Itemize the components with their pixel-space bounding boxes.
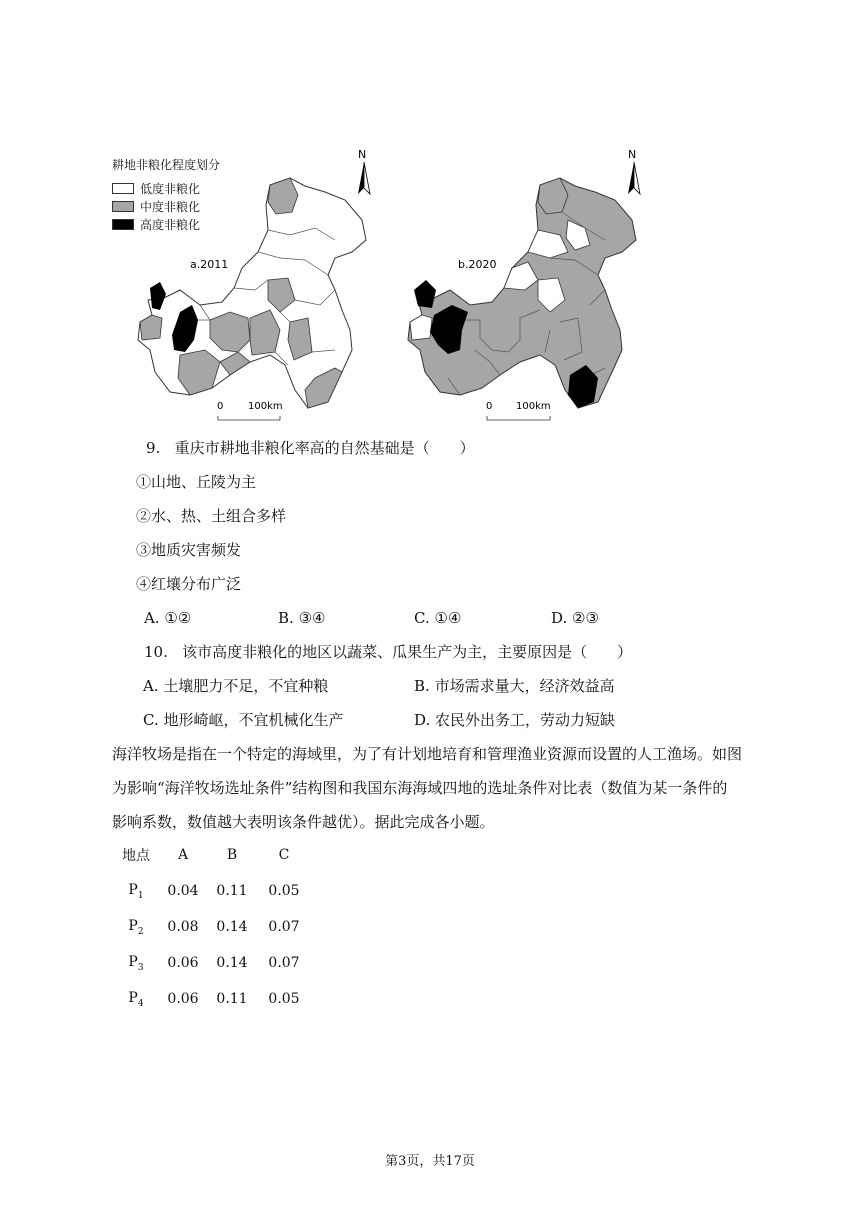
table-cell: 0.14 [216, 919, 248, 935]
passage-line-3: 影响系数，数值越大表明该条件越优）。据此完成各小题。 [112, 813, 495, 831]
passage-line-2: 为影响“海洋牧场选址条件”结构图和我国东海海域四地的选址条件对比表（数值为某一条件的 [112, 779, 728, 797]
page-footer: 第3页，共17页 [385, 1154, 475, 1169]
table-header-cell: A [177, 847, 189, 863]
question-9-option-c: C. ①④ [414, 609, 462, 627]
table-row [112, 945, 310, 981]
map-2020 [400, 140, 650, 425]
map-2011-region-w [140, 315, 162, 340]
question-10-stem: 10. 该市高度非粮化的地区以蔬菜、瓜果生产为主，主要原因是（ ） [144, 643, 633, 661]
question-9-option-d: D. ②③ [551, 609, 599, 627]
svg-text:100km: 100km [516, 401, 551, 412]
question-9-statement-4: ④红壤分布广泛 [136, 575, 242, 593]
table-cell: 0.11 [216, 991, 248, 1007]
svg-text:N: N [628, 148, 637, 161]
map-2020-label: b.2020 [458, 258, 497, 271]
map-2020-region-high-1 [414, 280, 436, 308]
table-cell: 0.07 [268, 919, 300, 935]
table-cell: 0.05 [268, 883, 300, 899]
question-9-option-a: A. ①② [144, 609, 192, 627]
table-header-cell: B [226, 847, 238, 863]
scale-bar [217, 401, 283, 420]
scale-bar [486, 401, 551, 420]
svg-text:0: 0 [217, 401, 224, 412]
svg-text:N: N [358, 148, 367, 161]
legend-title: 耕地非粮化程度划分 [112, 158, 221, 172]
table-cell: 0.04 [167, 883, 199, 899]
table-cell: 0.08 [167, 919, 199, 935]
table-cell: 0.05 [268, 991, 300, 1007]
table-row [112, 981, 310, 1017]
table-header-cell: 地点 [122, 848, 150, 864]
question-9-option-b: B. ③④ [278, 609, 326, 627]
question-10-option-c: C. 地形崎岖，不宜机械化生产 [143, 711, 344, 729]
legend-item-high: 高度非粮化 [112, 215, 220, 233]
question-9-statement-3: ③地质灾害频发 [136, 541, 242, 559]
table-row [112, 909, 310, 945]
table-cell-site: $P_3$ [128, 953, 144, 973]
table-cell-site: $P_4$ [128, 989, 144, 1009]
question-10-option-d: D. 农民外出务工，劳动力短缺 [414, 711, 616, 729]
table-cell: 0.06 [167, 955, 199, 971]
svg-text:0: 0 [486, 401, 493, 412]
table-cell: 0.06 [167, 991, 199, 1007]
north-arrow-icon [628, 148, 640, 194]
table-cell: 0.11 [216, 883, 248, 899]
svg-text:100km: 100km [248, 401, 283, 412]
question-9-statement-2: ②水、热、土组合多样 [136, 507, 287, 525]
map-2011-label: a.2011 [190, 258, 229, 271]
question-10-option-b: B. 市场需求量大，经济效益高 [414, 677, 615, 695]
question-9-stem: 9. 重庆市耕地非粮化率高的自然基础是（ ） [146, 439, 475, 457]
table-row [112, 873, 310, 909]
table-cell-site: $P_1$ [128, 881, 144, 901]
site-condition-table [112, 837, 310, 1017]
table-cell-site: $P_2$ [128, 917, 144, 937]
question-10-option-a: A. 土壤肥力不足，不宜种粮 [143, 677, 329, 695]
legend-item-low: 低度非粮化 [112, 179, 220, 197]
north-arrow-icon [358, 148, 370, 194]
table-cell: 0.07 [268, 955, 300, 971]
question-9-statement-1: ①山地、丘陵为主 [136, 473, 257, 491]
table-cell: 0.14 [216, 955, 248, 971]
table-header-cell: C [278, 847, 290, 863]
legend-item-medium: 中度非粮化 [112, 197, 220, 215]
passage-line-1: 海洋牧场是指在一个特定的海域里，为了有计划地培育和管理渔业资源而设置的人工渔场。如图 [112, 745, 743, 763]
map-2011 [130, 140, 380, 425]
map-2020-region-low-6 [410, 315, 432, 340]
table-header-row [112, 837, 310, 873]
